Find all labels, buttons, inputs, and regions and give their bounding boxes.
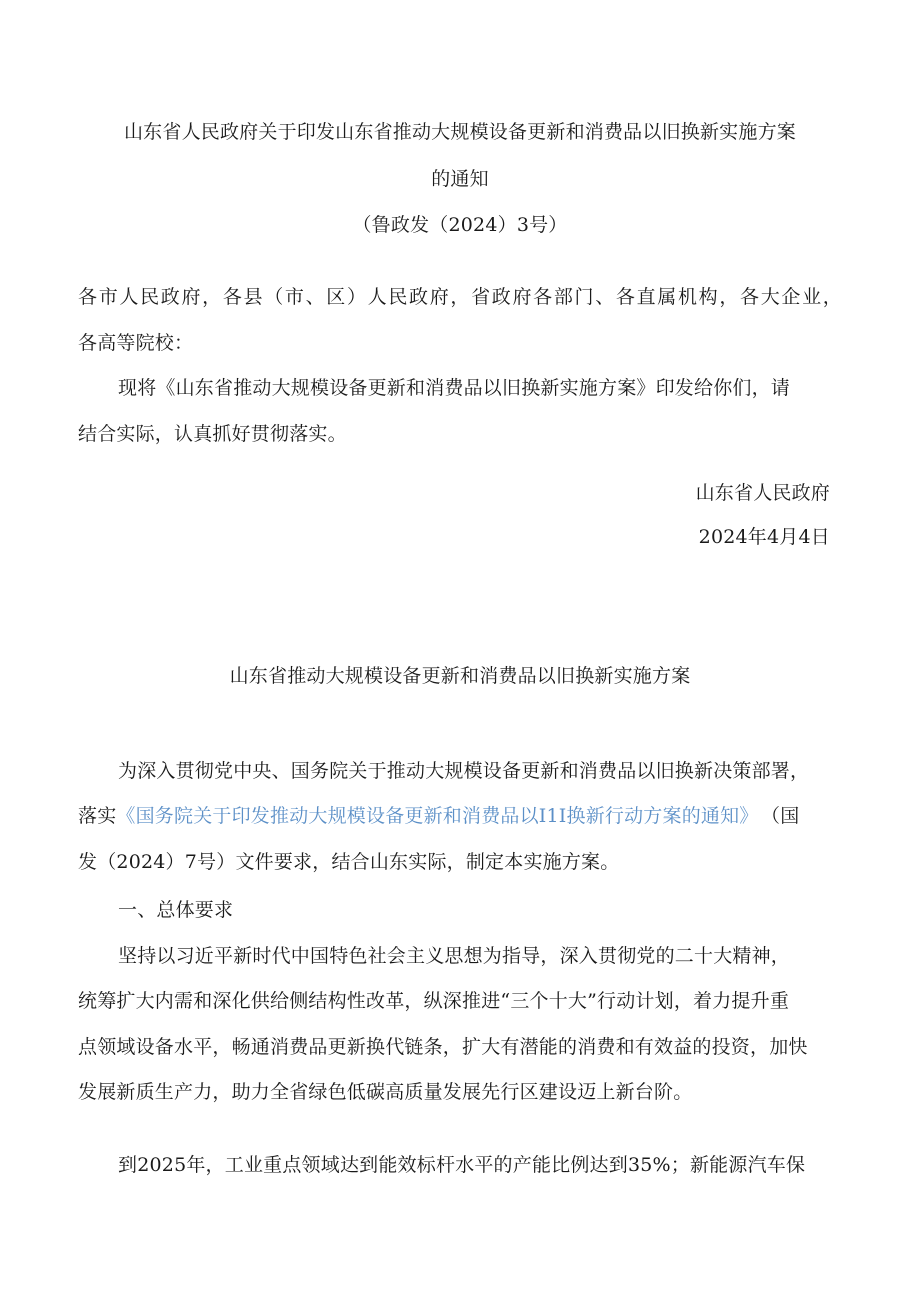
notice-body-line1: 现将《山东省推动大规模设备更新和消费品以旧换新实施方案》印发给你们，请: [118, 377, 791, 399]
plan-intro-line2-prefix: 落实: [78, 805, 117, 827]
section1-para-line2: 统筹扩大内需和深化供给侧结构性改革，纵深推进“三个十大”行动计划，着力提升重: [78, 990, 790, 1012]
state-council-notice-link[interactable]: 《国务院关于印发推动大规模设备更新和消费品以I1I换新行动方案的通知》: [116, 805, 759, 827]
doc-number: （鲁政发（2024）3号）: [352, 214, 568, 236]
signature: 山东省人民政府: [695, 482, 830, 504]
section1-para-line3: 点领域设备水平，畅通消费品更新换代链条，扩大有潜能的消费和有效益的投资，加快: [78, 1036, 808, 1058]
section1-para-line4: 发展新质生产力，助力全省绿色低碳高质量发展先行区建设迈上新台阶。: [78, 1081, 693, 1103]
section1-para-line1: 坚持以习近平新时代中国特色社会主义思想为指导，深入贯彻党的二十大精神，: [118, 945, 791, 967]
notice-body-line2: 结合实际，认真抓好贯彻落实。: [78, 423, 347, 445]
addressee-line1: 各市人民政府，各县（市、区）人民政府，省政府各部门、各直属机构，各大企业，: [78, 286, 842, 308]
signature-date: 2024年4月4日: [698, 526, 830, 548]
plan-title: 山东省推动大规模设备更新和消费品以旧换新实施方案: [229, 665, 691, 687]
plan-intro-line3: 发（2024）7号）文件要求，结合山东实际，制定本实施方案。: [78, 851, 620, 873]
plan-intro-line2: [78, 804, 842, 828]
notice-title-line2: 的通知: [431, 168, 489, 190]
section1-heading: 一、总体要求: [118, 899, 234, 921]
plan-intro-line2-suffix: （国: [770, 805, 800, 827]
target-line1: 到2025年，工业重点领域达到能效标杆水平的产能比例达到35%；新能源汽车保: [118, 1154, 806, 1176]
addressee-line2: 各高等院校：: [78, 332, 194, 354]
plan-intro-line1: 为深入贯彻党中央、国务院关于推动大规模设备更新和消费品以旧换新决策部署，: [118, 760, 810, 782]
notice-title-line1: 山东省人民政府关于印发山东省推动大规模设备更新和消费品以旧换新实施方案: [123, 121, 796, 143]
